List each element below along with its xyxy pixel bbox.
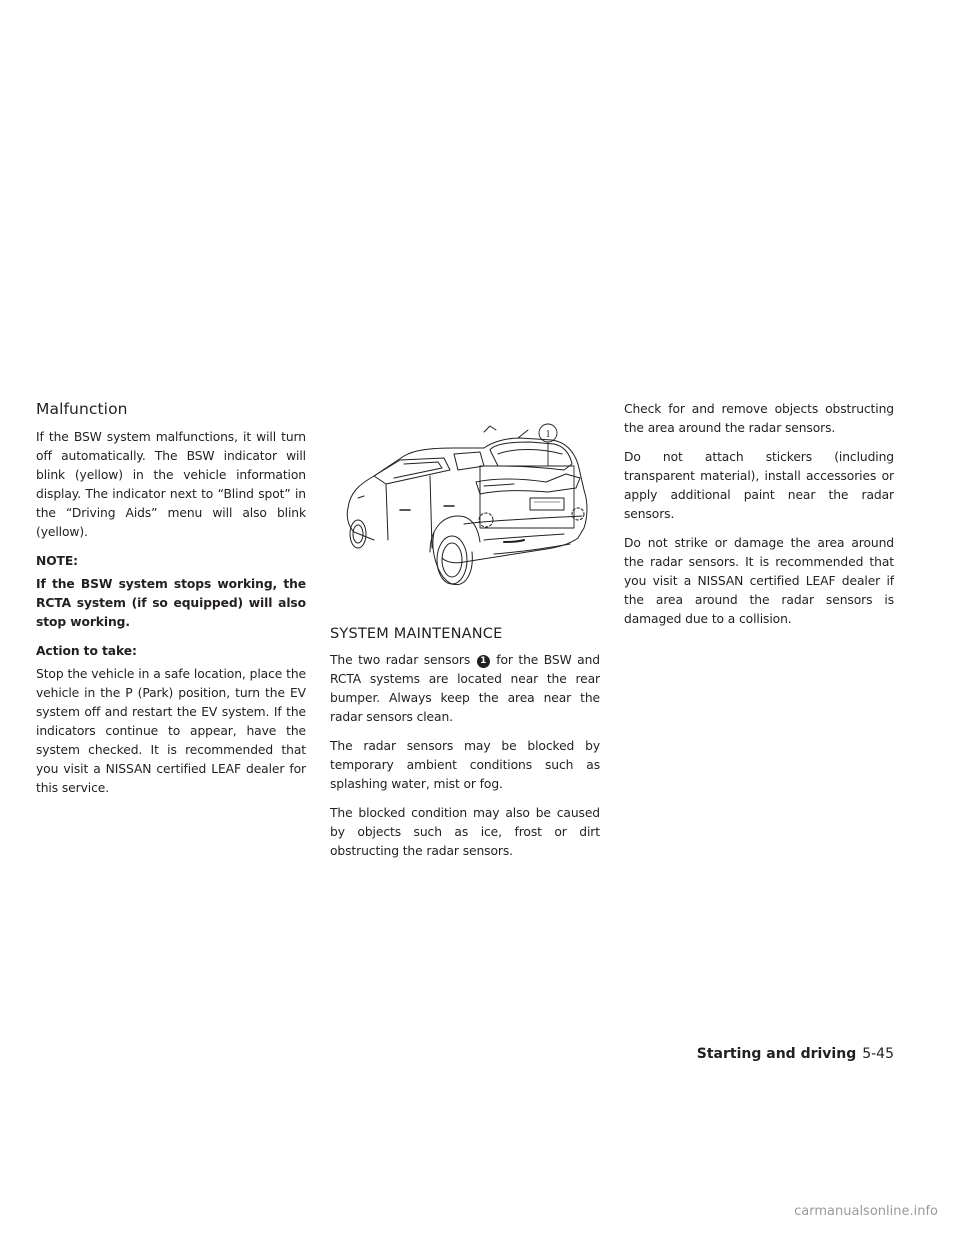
maintenance-paragraph-1 xyxy=(330,651,600,727)
column-middle xyxy=(330,400,600,871)
malfunction-heading: Malfunction xyxy=(36,400,128,418)
callout-number-icon: 1 xyxy=(477,655,490,668)
page-number: 5-45 xyxy=(862,1046,894,1062)
note-text: If the BSW system stops working, the RCTA system (if so equipped) will also stop working. xyxy=(36,577,306,629)
watermark-text: carmanualsonline.info xyxy=(794,1204,938,1219)
action-label: Action to take: xyxy=(36,644,137,658)
malfunction-paragraph-2: Stop the vehicle in a safe location, place the vehicle in the P (Park) position, turn the EV system off and restart the EV system. If the indicators continue to appear, have the system checked. It is recommended that you visit a NISSAN certified LEAF dealer for this service. xyxy=(36,667,306,795)
maintenance-paragraph-6: Do not strike or damage the area around the radar sensors. It is recommended that you visit a NISSAN certified LEAF dealer if the area around the radar sensors is damaged due to a collision. xyxy=(624,536,894,626)
radar-sensor-location-figure xyxy=(334,412,596,600)
maintenance-paragraph-5: Do not attach stickers (including transparent material), install accessories or apply additional paint near the radar sensors. xyxy=(624,450,894,521)
maintenance-paragraph-3: The blocked condition may also be caused by objects such as ice, frost or dirt obstructing the radar sensors. xyxy=(330,806,600,858)
page-footer xyxy=(697,1046,894,1062)
malfunction-paragraph-1: If the BSW system malfunctions, it will turn off automatically. The BSW indicator will blink (yellow) in the vehicle information display. The indicator next to “Blind spot” in the “Driving Aids” menu will also blink (yellow). xyxy=(36,430,306,539)
p1-after: for the BSW and RCTA systems are located near the rear bumper. Always keep the area near the radar sensors clean. xyxy=(330,653,601,724)
maintenance-paragraph-2: The radar sensors may be blocked by temporary ambient conditions such as splashing water, mist or fog. xyxy=(330,739,600,791)
maintenance-paragraph-4: Check for and remove objects obstructing the area around the radar sensors. xyxy=(624,402,894,435)
column-right xyxy=(624,400,894,639)
figure-callout-number: 1 xyxy=(545,429,551,440)
footer-section-title: Starting and driving xyxy=(696,1046,857,1062)
p1-before: The two radar sensors xyxy=(330,653,471,667)
maintenance-heading: SYSTEM MAINTENANCE xyxy=(330,626,503,642)
note-label: NOTE: xyxy=(36,554,78,568)
column-left xyxy=(36,400,306,808)
